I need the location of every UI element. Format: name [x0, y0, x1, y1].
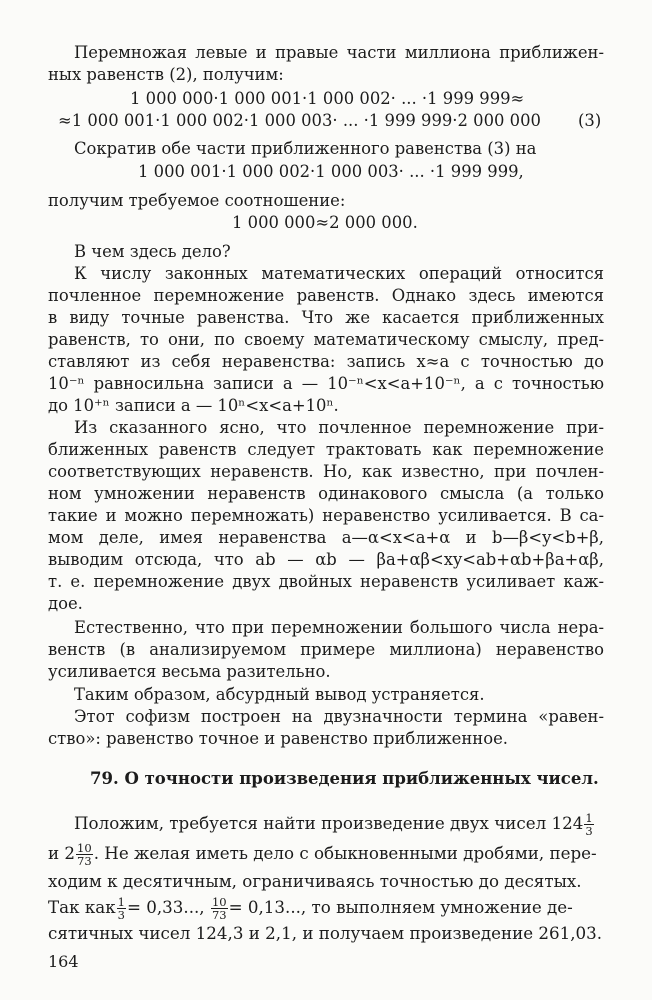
text-line: соответствующих неравенств. Но, как известно, при почлен- [48, 462, 604, 481]
text-line: выводим отсюда, что ab — αb — βa+αβ<xy<ab+αb+βa+αβ, [48, 550, 604, 569]
text-line: Таким образом, абсурдный вывод устраняется. [74, 685, 485, 704]
text-line: ном умножении неравенств одинакового смысла (а только [48, 484, 604, 503]
formula-line: ≈1 000 001·1 000 002·1 000 003· ... ·1 999 999·2 000 000 [58, 111, 541, 130]
text-line [74, 812, 604, 837]
text-line: ных равенств (2), получим: [48, 65, 284, 84]
fraction-denominator: 3 [117, 908, 125, 922]
formula-line: 1 000 001·1 000 002·1 000 003· ... ·1 999 999, [138, 162, 524, 181]
text-line: ближенных равенств следует трактовать как перемножение [48, 440, 604, 459]
text-line: до 10⁺ⁿ записи a — 10ⁿ<x<a+10ⁿ. [48, 396, 339, 415]
text-line: дое. [48, 594, 83, 613]
text-line: ставляют из себя неравенства: запись x≈a с точностью до [48, 352, 604, 371]
equation-number: (3) [578, 111, 602, 130]
fraction-denominator: 3 [585, 824, 593, 838]
fraction-denominator: 73 [77, 854, 92, 868]
text-line: почленное перемножение равенств. Однако здесь имеются [48, 286, 604, 305]
text-line: Из сказанного ясно, что почленное перемножение при- [74, 418, 604, 437]
formula-line: 1 000 000·1 000 001·1 000 002· ... ·1 999 999≈ [130, 89, 525, 108]
text-span: = 0,13..., то выполняем умножение де- [228, 897, 573, 917]
fraction [117, 896, 126, 921]
text-span: и 2 [48, 843, 76, 863]
text-line [48, 896, 604, 921]
text-line: венств (в анализируемом примере миллиона) неравенство [48, 640, 604, 659]
text-line: равенств, то они, по своему математическому смыслу, пред- [48, 330, 604, 349]
text-line: усиливается весьма разительно. [48, 662, 331, 681]
text-line: В чем здесь дело? [74, 242, 231, 261]
fraction-numerator: 1 [585, 811, 593, 825]
fraction [76, 842, 93, 867]
fraction-denominator: 73 [211, 908, 227, 922]
text-line: Сократив обе части приближенного равенства (3) на [74, 139, 537, 158]
text-line: в виду точные равенства. Что же касается приближенных [48, 308, 604, 327]
page-number: 164 [48, 952, 79, 971]
fraction-numerator: 1 [117, 895, 125, 909]
section-heading: 79. О точности произведения приближенных чисел. [90, 769, 599, 788]
text-line: сятичных чисел 124,3 и 2,1, и получаем произведение 261,03. [48, 923, 603, 943]
text-line: Перемножая левые и правые части миллиона приближен- [74, 43, 604, 62]
fraction-numerator: 10 [211, 895, 227, 909]
text-line: мом деле, имея неравенства a—α<x<a+α и b—β<y<b+β, [48, 528, 604, 547]
text-span: = 0,33..., [126, 897, 205, 917]
text-line: 10⁻ⁿ равносильна записи a — 10⁻ⁿ<x<a+10⁻ⁿ, а с точностью [48, 374, 604, 393]
text-line: получим требуемое соотношение: [48, 191, 346, 210]
text-line: ство»: равенство точное и равенство приближенное. [48, 729, 509, 748]
formula-line: 1 000 000≈2 000 000. [232, 213, 418, 232]
fraction [211, 896, 228, 921]
text-line: К числу законных математических операций относится [74, 264, 604, 283]
text-span: . Не желая иметь дело с обыкновенными дробями, пере- [93, 843, 597, 863]
text-line [48, 842, 604, 867]
fraction [584, 812, 593, 837]
text-span: Так как [48, 897, 116, 917]
text-line: т. е. перемножение двух двойных неравенств усиливает каж- [48, 572, 604, 591]
text-line: ходим к десятичным, ограничиваясь точностью до десятых. [48, 871, 582, 891]
fraction-numerator: 10 [77, 841, 92, 855]
text-line: такие и можно перемножать) неравенство усиливается. В са- [48, 506, 604, 525]
text-span: Положим, требуется найти произведение двух чисел 124 [74, 813, 584, 833]
text-line: Естественно, что при перемножении большого числа нера- [74, 618, 604, 637]
text-line: Этот софизм построен на двузначности термина «равен- [74, 707, 604, 726]
